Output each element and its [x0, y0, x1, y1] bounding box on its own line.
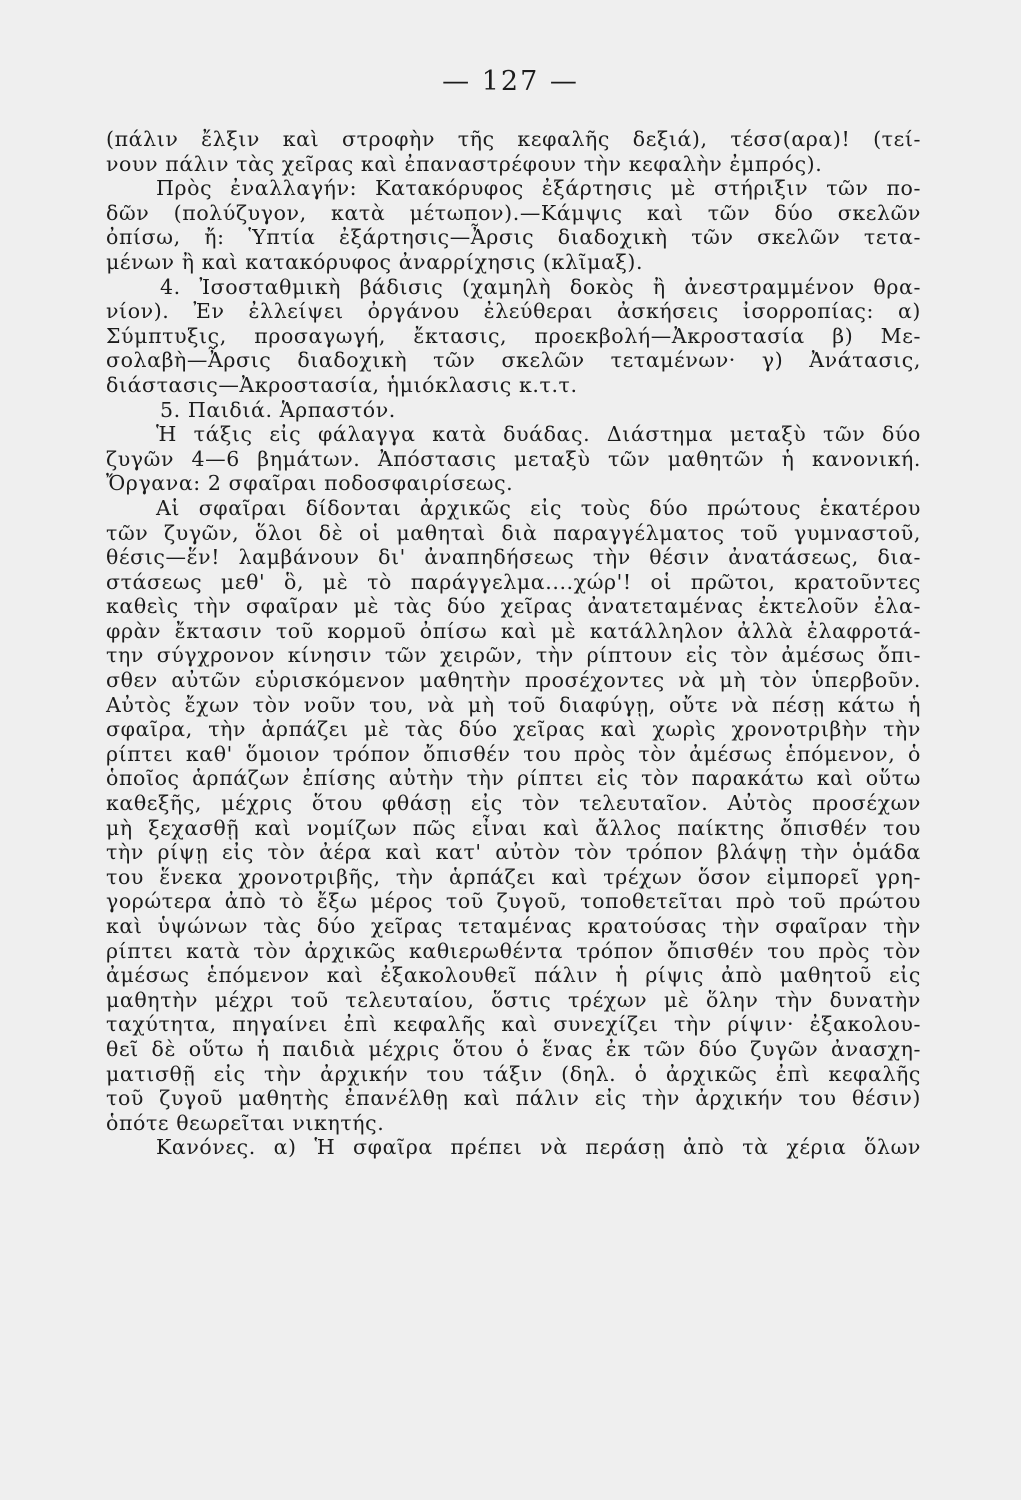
text-line: γορώτερα ἀπὸ τὸ ἔξω μέρος τοῦ ζυγοῦ, τοποθετεῖται πρὸ τοῦ πρώτου	[106, 889, 921, 914]
text-line: 4. Ἰσοσταθμικὴ βάδισις (χαμηλὴ δοκὸς ἢ ἀνεστραμμένον θρα-	[160, 274, 921, 299]
text-line: μαθητὴν μέχρι τοῦ τελευταίου, ὅστις τρέχων μὲ ὅλην τὴν δυνατὴν	[106, 987, 921, 1012]
text-line: ζυγῶν 4—6 βημάτων. Ἀπόστασις μεταξὺ τῶν μαθητῶν ἡ κανονική.	[106, 446, 921, 471]
text-line: θεῖ δὲ οὕτω ἡ παιδιὰ μέχρις ὅτου ὁ ἕνας ἐκ τῶν δύο ζυγῶν ἀνασχη-	[106, 1036, 921, 1061]
text-line: μένων ἢ καὶ κατακόρυφος ἀναρρίχησις (κλῖμαξ).	[106, 249, 644, 274]
text-line: Πρὸς ἐναλλαγήν: Κατακόρυφος ἐξάρτησις μὲ στήριξιν τῶν πο-	[156, 176, 921, 201]
text-line: τὴν ρίψῃ εἰς τὸν ἀέρα καὶ κατ' αὐτὸν τὸν τρόπον βλάψῃ τὴν ὁμάδα	[106, 840, 921, 865]
text-line: ματισθῇ εἰς τὴν ἀρχικήν του τάξιν (δηλ. ὁ ἀρχικῶς ἐπὶ κεφαλῆς	[106, 1061, 921, 1086]
text-line: δῶν (πολύζυγον, κατὰ μέτωπον).—Κάμψις καὶ τῶν δύο σκελῶν	[106, 200, 921, 225]
text-line: σθεν αὐτῶν εὑρισκόμενον μαθητὴν προσέχοντες νὰ μὴ τὸν ὑπερβοῦν.	[106, 668, 921, 693]
text-line: Αἱ σφαῖραι δίδονται ἀρχικῶς εἰς τοὺς δύο πρώτους ἑκατέρου	[156, 495, 921, 520]
text-line: ὁπότε θεωρεῖται νικητής.	[106, 1110, 385, 1135]
page-number: — 127 —	[442, 66, 579, 97]
text-line: τῶν ζυγῶν, ὅλοι δὲ οἱ μαθηταὶ διὰ παραγγέλματος τοῦ γυμναστοῦ,	[106, 520, 921, 545]
text-line: θέσις—ἕν! λαμβάνουν δι' ἀναπηδήσεως τὴν θέσιν ἀνατάσεως, δια-	[106, 545, 921, 570]
text-line: Σύμπτυξις, προσαγωγή, ἔκτασις, προεκβολή—Ἀκροστασία β) Με-	[106, 323, 921, 348]
text-line: σφαῖρα, τὴν ἁρπάζει μὲ τὰς δύο χεῖρας καὶ χωρὶς χρονοτριβὴν τὴν	[106, 717, 921, 742]
text-line: Ὄργανα: 2 σφαῖραι ποδοσφαιρίσεως.	[106, 471, 514, 496]
text-line: νουν πάλιν τὰς χεῖρας καὶ ἐπαναστρέφουν τὴν κεφαλὴν ἐμπρός).	[106, 151, 823, 176]
text-line: Ἡ τάξις εἰς φάλαγγα κατὰ δυάδας. Διάστημα μεταξὺ τῶν δύο	[156, 422, 921, 447]
text-line: φρὰν ἔκτασιν τοῦ κορμοῦ ὀπίσω καὶ μὲ κατάλληλον ἀλλὰ ἐλαφροτά-	[106, 618, 921, 643]
text-line: καθεὶς τὴν σφαῖραν μὲ τὰς δύο χεῖρας ἀνατεταμένας ἐκτελοῦν ἐλα-	[106, 594, 921, 619]
body-text	[106, 127, 921, 1160]
text-line: ὀπίσω, ἤ: Ὑπτία ἐξάρτησις—Ἆρσις διαδοχικὴ τῶν σκελῶν τετα-	[106, 225, 921, 250]
text-line: στάσεως μεθ' ὃ, μὲ τὸ παράγγελμα....χώρ'! οἱ πρῶτοι, κρατοῦντες	[106, 569, 921, 594]
text-line: ὁποῖος ἁρπάζων ἐπίσης αὐτὴν τὴν ρίπτει εἰς τὸν παρακάτω καὶ οὕτω	[106, 766, 921, 791]
text-line: ρίπτει καθ' ὅμοιον τρόπον ὄπισθέν του πρὸς τὸν ἀμέσως ἑπόμενον, ὁ	[106, 741, 921, 766]
text-line: διάστασις—Ἀκροστασία, ἡμιόκλασις κ.τ.τ.	[106, 372, 578, 397]
text-line: νίον). Ἐν ἐλλείψει ὀργάνου ἐλεύθεραι ἀσκήσεις ἰσορροπίας: α)	[106, 299, 921, 324]
text-line: καὶ ὑψώνων τὰς δύο χεῖρας τεταμένας κρατούσας τὴν σφαῖραν τὴν	[106, 914, 921, 938]
text-line: Κανόνες. α) Ἡ σφαῖρα πρέπει νὰ περάσῃ ἀπὸ τὰ χέρια ὅλων	[156, 1135, 921, 1160]
text-line: την σύγχρονον κίνησιν τῶν χειρῶν, τὴν ρίπτουν εἰς τὸν ἀμέσως ὄπι-	[106, 643, 921, 668]
text-line: του ἕνεκα χρονοτριβῆς, τὴν ἁρπάζει καὶ τρέχων ὅσον εἰμπορεῖ γρη-	[106, 864, 921, 889]
text-line: 5. Παιδιά. Ἁρπαστόν.	[160, 397, 396, 422]
text-line: μὴ ξεχασθῇ καὶ νομίζων πῶς εἶναι καὶ ἄλλος παίκτης ὄπισθέν του	[106, 815, 921, 840]
text-line: (πάλιν ἔλξιν καὶ στροφὴν τῆς κεφαλῆς δεξιά), τέσσ(αρα)! (τεί-	[106, 127, 921, 151]
text-line: ρίπτει κατὰ τὸν ἀρχικῶς καθιερωθέντα τρόπον ὄπισθέν του πρὸς τὸν	[106, 938, 921, 963]
text-line: τοῦ ζυγοῦ μαθητὴς ἐπανέλθῃ καὶ πάλιν εἰς τὴν ἀρχικήν του θέσιν)	[106, 1086, 921, 1111]
text-line: σολαβὴ—Ἆρσις διαδοχικὴ τῶν σκελῶν τεταμένων· γ) Ἀνάτασις,	[106, 348, 921, 373]
text-line: ἀμέσως ἑπόμενον καὶ ἐξακολουθεῖ πάλιν ἡ ρίψις ἀπὸ μαθητοῦ εἰς	[106, 963, 921, 988]
text-line: καθεξῆς, μέχρις ὅτου φθάσῃ εἰς τὸν τελευταῖον. Αὐτὸς προσέχων	[106, 791, 921, 816]
text-line: Αὐτὸς ἔχων τὸν νοῦν του, νὰ μὴ τοῦ διαφύγῃ, οὔτε νὰ πέσῃ κάτω ἡ	[106, 692, 921, 717]
text-line: ταχύτητα, πηγαίνει ἐπὶ κεφαλῆς καὶ συνεχίζει τὴν ρίψιν· ἐξακολου-	[106, 1012, 921, 1037]
